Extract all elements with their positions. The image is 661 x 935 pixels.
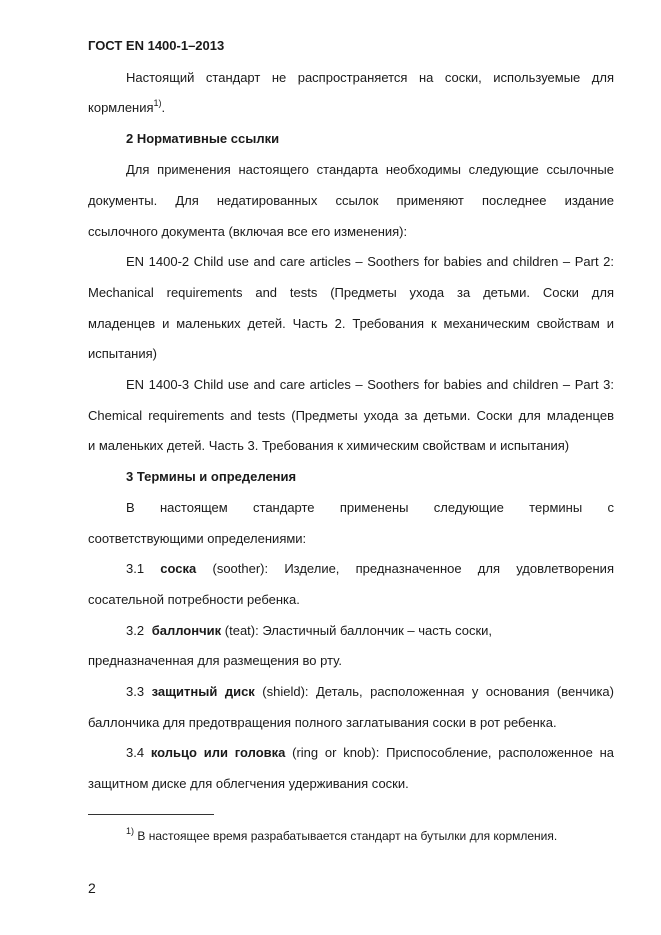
term-3-1-definition: (soother): Изделие, предназначенное для удовлетворения (212, 561, 614, 576)
reference-1-line-4: испытания) (88, 346, 157, 361)
section-3-intro-line-1: В настоящем стандарте применены следующие термины с (126, 500, 614, 515)
section-3-intro-line-2: соответствующими определениями: (88, 531, 307, 546)
section-2-para-line-1: Для применения настоящего стандарта необходимы следующие ссылочные (126, 162, 614, 177)
intro-line-2 (88, 97, 166, 116)
term-3-1-term: соска (160, 561, 197, 576)
footnote-mark: 1) (126, 826, 135, 836)
term-3-2-number: 3.2 (126, 623, 145, 638)
footnote-text: В настоящее время разрабатывается стандарт на бутылки для кормления. (137, 829, 558, 843)
footnote-reference[interactable]: 1) (153, 97, 162, 108)
reference-1-line-3: младенцев и маленьких детей. Часть 2. Требования к механическим свойствам и (88, 316, 614, 331)
document-id-header: ГОСТ EN 1400-1–2013 (88, 38, 225, 53)
term-3-4-term: кольцо или головка (150, 745, 286, 760)
reference-2-line-1: EN 1400-3 Child use and care articles – Soothers for babies and children – Part 3: (126, 377, 614, 392)
term-3-1-line-2: сосательной потребности ребенка. (88, 592, 300, 607)
reference-2-line-3: и маленьких детей. Часть 3. Требования к химическим свойствам и испытания) (88, 438, 570, 453)
footnote-divider (88, 814, 214, 815)
term-3-2-term: баллончик (151, 623, 222, 638)
term-3-4-number: 3.4 (126, 745, 145, 760)
section-2-para-line-2: документы. Для недатированных ссылок применяют последнее издание (88, 193, 614, 208)
footnote (126, 826, 558, 843)
intro-line-2-text: кормления (88, 100, 154, 115)
section-3-heading: 3 Термины и определения (126, 469, 297, 484)
intro-line-1: Настоящий стандарт не распространяется на соски, используемые для (126, 70, 614, 85)
term-3-4-line-1 (126, 745, 614, 761)
term-3-3-number: 3.3 (126, 684, 145, 699)
term-3-3-line-1 (126, 684, 614, 700)
term-3-2-line-1 (126, 623, 492, 639)
page-number: 2 (88, 880, 96, 896)
reference-1-line-2: Mechanical requirements and tests (Предметы ухода за детьми. Соски для (88, 285, 614, 300)
term-3-2-definition: (teat): Эластичный баллончик – часть соски, (224, 623, 493, 638)
intro-line-2-end: . (161, 100, 166, 115)
term-3-4-definition: (ring or knob): Приспособление, расположенное на (292, 745, 614, 760)
reference-2-line-2: Chemical requirements and tests (Предметы ухода за детьми. Соски для младенцев (88, 408, 614, 423)
term-3-3-term: защитный диск (151, 684, 255, 699)
section-2-heading: 2 Нормативные ссылки (126, 131, 280, 146)
term-3-3-definition: (shield): Деталь, расположенная у основания (венчика) (262, 684, 614, 699)
section-2-para-line-3: ссылочного документа (включая все его изменения): (88, 224, 408, 239)
term-3-2-line-2: предназначенная для размещения во рту. (88, 653, 342, 668)
reference-1-line-1: EN 1400-2 Child use and care articles – Soothers for babies and children – Part 2: (126, 254, 614, 269)
term-3-1-line-1 (126, 561, 614, 577)
term-3-3-line-2: баллончика для предотвращения полного заглатывания соски в рот ребенка. (88, 715, 557, 730)
term-3-4-line-2: защитном диске для облегчения удерживания соски. (88, 776, 409, 791)
term-3-1-number: 3.1 (126, 561, 145, 576)
